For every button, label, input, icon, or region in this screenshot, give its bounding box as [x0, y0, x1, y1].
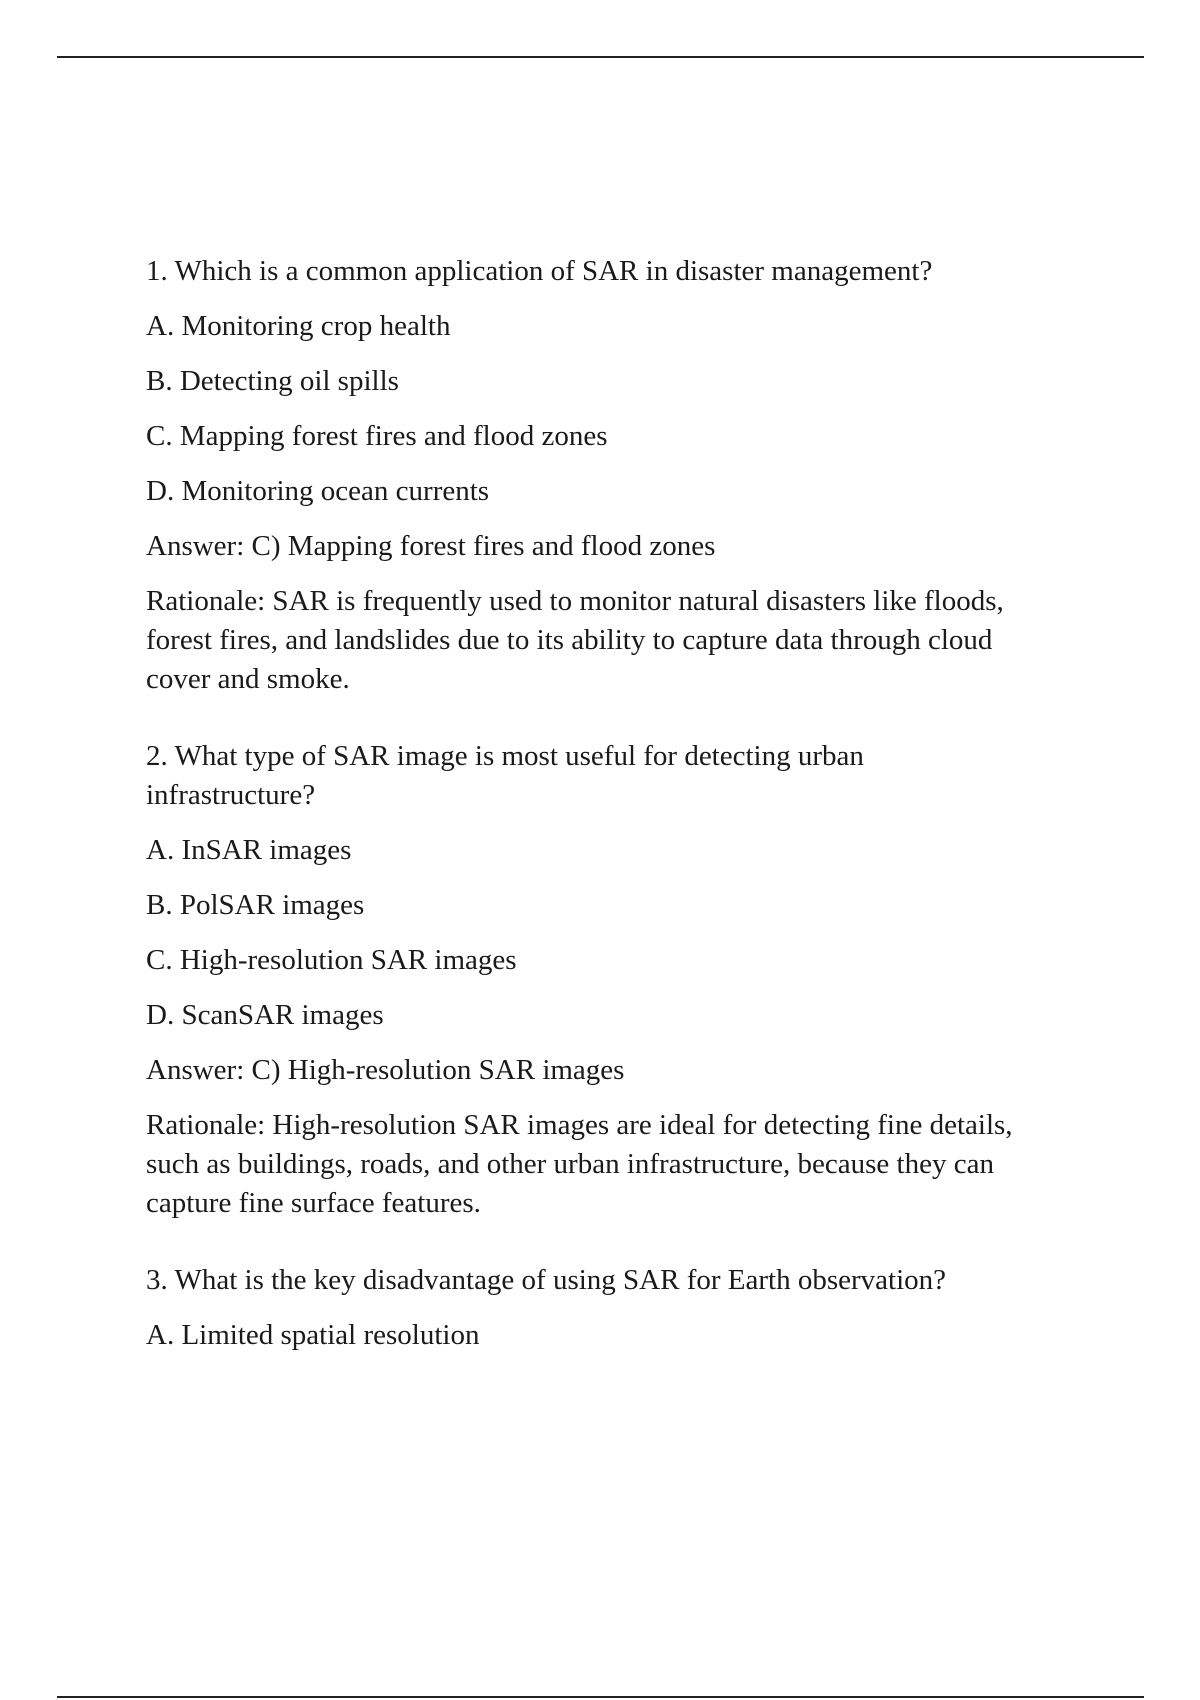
option-b: B. PolSAR images: [146, 889, 365, 921]
question-block-1: [146, 252, 1076, 699]
answer-text: Answer: C) Mapping forest fires and flood zones: [146, 530, 716, 562]
footer-rule: [57, 1696, 1144, 1698]
option-d: D. ScanSAR images: [146, 999, 384, 1031]
option-a: A. Limited spatial resolution: [146, 1319, 480, 1351]
answer-text: Answer: C) High-resolution SAR images: [146, 1054, 625, 1086]
option-c: C. High-resolution SAR images: [146, 944, 517, 976]
option-a: A. InSAR images: [146, 834, 352, 866]
question-text: 1. Which is a common application of SAR in disaster management?: [146, 255, 933, 287]
option-d: D. Monitoring ocean currents: [146, 475, 490, 507]
option-b: B. Detecting oil spills: [146, 365, 399, 397]
document-body: [146, 252, 1076, 1393]
question-text: 2. What type of SAR image is most useful for detecting urban infrastructure?: [146, 740, 864, 811]
rationale-text: Rationale: High-resolution SAR images are ideal for detecting fine details, such as buildings, roads, and other urban infrastructure, because they can capture fine surface features.: [146, 1109, 1013, 1219]
option-a: A. Monitoring crop health: [146, 310, 451, 342]
question-text: 3. What is the key disadvantage of using SAR for Earth observation?: [146, 1264, 947, 1296]
question-block-3: [146, 1261, 1076, 1355]
rationale-text: Rationale: SAR is frequently used to monitor natural disasters like floods, forest fires, and landslides due to its ability to capture data through cloud cover and smoke.: [146, 585, 1004, 695]
header-rule: [57, 56, 1144, 58]
question-block-2: [146, 737, 1076, 1223]
option-c: C. Mapping forest fires and flood zones: [146, 420, 608, 452]
